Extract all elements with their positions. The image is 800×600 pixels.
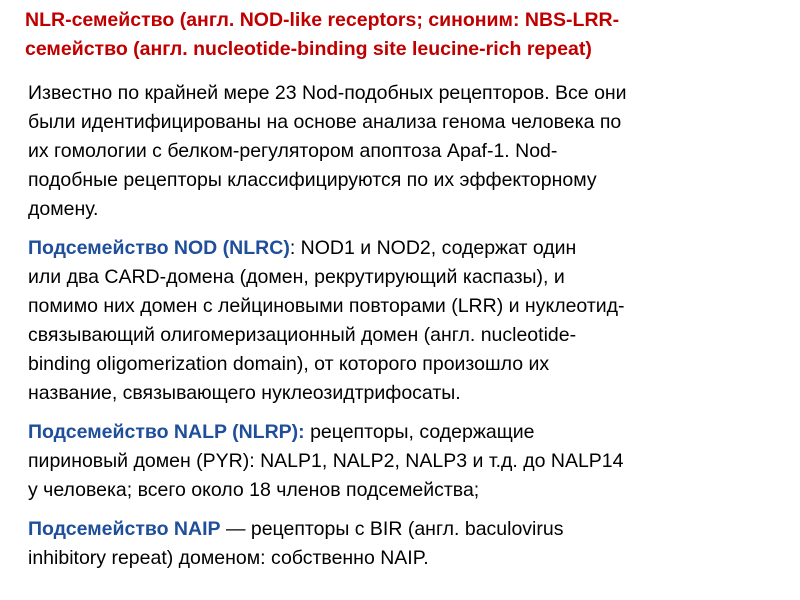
nod-paragraph xyxy=(28,234,780,408)
naip-subfamily-term: Подсемейство NAIP xyxy=(28,518,221,540)
nalp-paragraph xyxy=(28,418,780,505)
nalp-line1-rest: рецепторы, содержащие xyxy=(304,421,535,443)
text-line: inhibitory repeat) доменом: собственно NAIP. xyxy=(28,547,429,569)
intro-paragraph xyxy=(28,79,780,224)
text-line xyxy=(28,418,780,447)
text-line: связывающий олигомеризационный домен (англ. nucleotide- xyxy=(28,324,577,346)
text-line: были идентифицированы на основе анализа генома человека по xyxy=(28,111,622,133)
page-title xyxy=(25,6,785,64)
text-line xyxy=(28,234,780,263)
text-line: пириновый домен (PYR): NALP1, NALP2, NALP3 и т.д. до NALP14 xyxy=(28,450,624,472)
text-line: помимо них домен с лейциновыми повторами (LRR) и нуклеотид- xyxy=(28,295,625,317)
naip-paragraph xyxy=(28,515,780,573)
naip-line1-rest: — рецепторы с BIR (англ. baculovirus xyxy=(220,518,564,540)
text-line: их гомологии с белком-регулятором апоптоза Apaf-1. Nod- xyxy=(28,140,558,162)
title-line-1: NLR-семейство (англ. NOD-like receptors; синоним: NBS-LRR- xyxy=(25,9,620,31)
content-body xyxy=(28,79,780,583)
nod-line1-rest: : NOD1 и NOD2, содержат один xyxy=(289,237,577,259)
nod-subfamily-term: Подсемейство NOD (NLRC) xyxy=(28,237,290,259)
text-line: домену. xyxy=(28,198,99,220)
text-line: Известно по крайней мере 23 Nod-подобных рецепторов. Все они xyxy=(28,82,627,104)
text-line xyxy=(28,515,780,544)
nalp-subfamily-term: Подсемейство NALP (NLRP): xyxy=(28,421,305,443)
text-line: или два CARD-домена (домен, рекрутирующий каспазы), и xyxy=(28,266,565,288)
text-line: binding oligomerization domain), от которого произошло их xyxy=(28,353,550,375)
text-line: подобные рецепторы классифицируются по их эффекторному xyxy=(28,169,597,191)
text-line: у человека; всего около 18 членов подсемейства; xyxy=(28,479,480,501)
title-line-2: семейство (англ. nucleotide-binding site leucine-rich repeat) xyxy=(25,38,592,60)
text-line: название, связывающего нуклеозидтрифосаты. xyxy=(28,382,461,404)
